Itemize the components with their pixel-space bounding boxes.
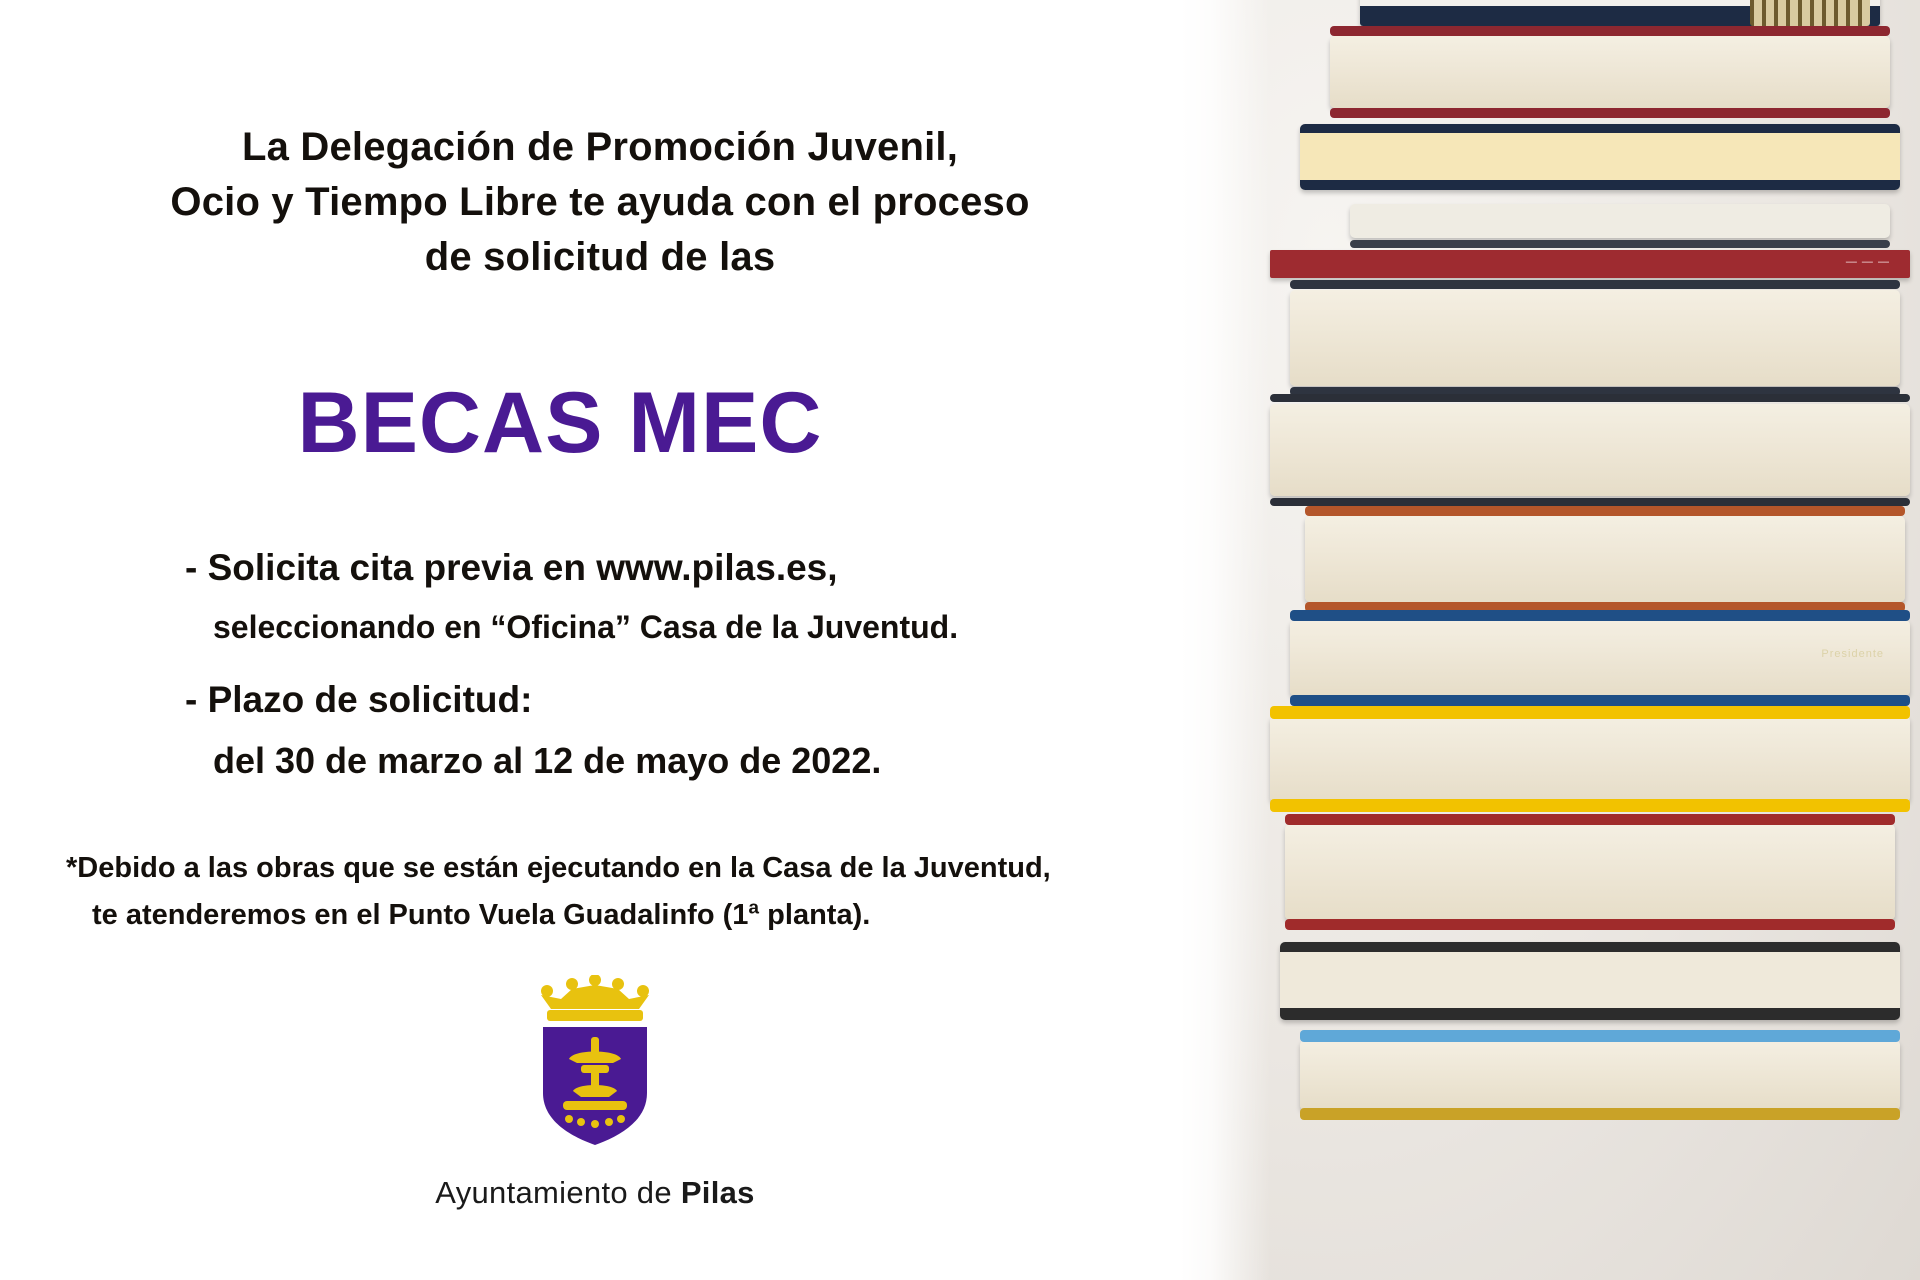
- headline-line-3: de solicitud de las: [424, 235, 776, 280]
- book-item: [1270, 716, 1910, 802]
- book-spine-label: — — —: [1845, 256, 1890, 268]
- headline: [60, 120, 1140, 286]
- list-item-appointment-detail: seleccionando en “Oficina” Casa de la Juventud.: [213, 609, 959, 646]
- townhall-credit: [380, 1175, 810, 1211]
- list-item-appointment: - Solicita cita previa en www.pilas.es,: [185, 547, 838, 588]
- coat-of-arms-icon: [525, 975, 665, 1150]
- stack-of-books-photo: [1180, 0, 1920, 1280]
- list-item-deadline: - Plazo de solicitud:: [185, 679, 533, 721]
- book-item: [1290, 290, 1900, 386]
- book-item: [1270, 250, 1910, 278]
- requirements-list: [185, 545, 1165, 783]
- book-item: [1270, 404, 1910, 496]
- book-item: [1360, 0, 1880, 26]
- footnote-line-1: *Debido a las obras que se están ejecutando en la Casa de la Juventud,: [66, 852, 1051, 884]
- book-item: [1300, 1040, 1900, 1110]
- book-spine-label: Presidente: [1821, 648, 1884, 660]
- book-item: [1300, 124, 1900, 190]
- book-item: [1280, 942, 1900, 1020]
- book-item: [1290, 620, 1910, 696]
- footnote-line-2: te atenderemos en el Punto Vuela Guadalinfo (1ª planta).: [92, 898, 871, 931]
- book-item: [1330, 36, 1890, 108]
- list-item-deadline-detail: del 30 de marzo al 12 de mayo de 2022.: [213, 739, 882, 781]
- headline-line-2: Ocio y Tiempo Libre te ayuda con el proceso: [170, 180, 1030, 225]
- book-item: [1285, 824, 1895, 920]
- book-item: [1305, 516, 1905, 602]
- book-stack: [1210, 0, 1920, 1110]
- townhall-prefix: Ayuntamiento de: [435, 1175, 681, 1210]
- townhall-name: Pilas: [680, 1175, 755, 1210]
- page-title: BECAS MEC: [297, 375, 823, 471]
- footnote: [66, 845, 1186, 939]
- book-item: [1350, 204, 1890, 238]
- headline-line-1: La Delegación de Promoción Juvenil,: [241, 125, 959, 169]
